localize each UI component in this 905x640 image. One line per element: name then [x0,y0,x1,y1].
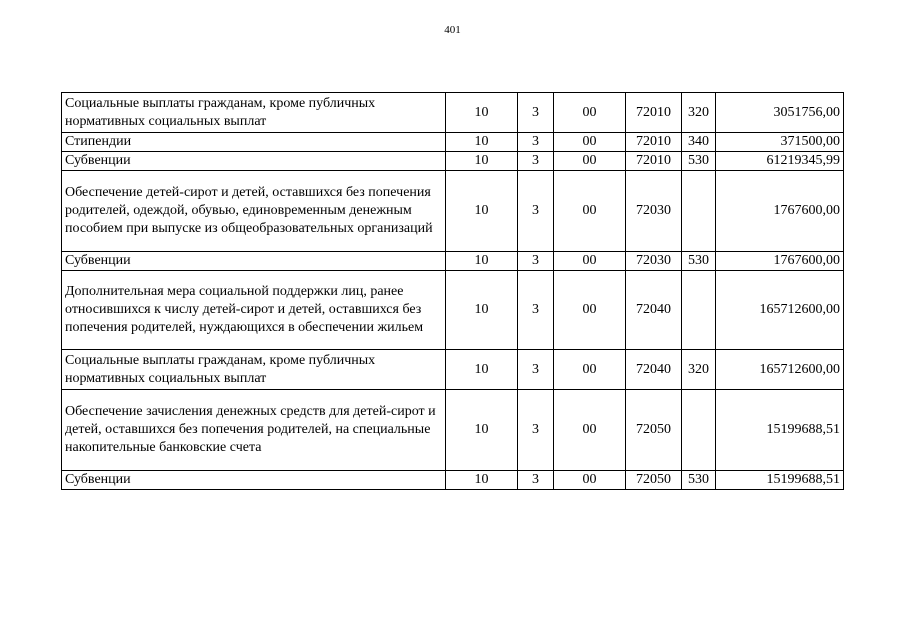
row-sum: 15199688,51 [716,390,844,471]
row-subsection: 3 [518,171,554,252]
table-row [62,171,844,252]
row-article: 72040 [626,350,682,390]
row-subsection: 3 [518,350,554,390]
row-article: 72010 [626,93,682,133]
row-section: 10 [446,390,518,471]
row-article: 72050 [626,390,682,471]
row-sum: 3051756,00 [716,93,844,133]
row-section: 10 [446,252,518,271]
row-sum: 15199688,51 [716,471,844,490]
row-expense-type [682,390,716,471]
row-expense-type: 320 [682,350,716,390]
row-subsection: 3 [518,133,554,152]
row-name: Субвенции [62,471,446,490]
row-expense-type: 320 [682,93,716,133]
row-section: 10 [446,271,518,350]
row-subsection: 3 [518,152,554,171]
table-row [62,252,844,271]
row-section: 10 [446,152,518,171]
table-row [62,133,844,152]
table-row [62,93,844,133]
table-row [62,390,844,471]
row-expense-type [682,171,716,252]
page-number: 401 [444,24,461,36]
table-row [62,471,844,490]
row-name: Субвенции [62,252,446,271]
row-program: 00 [554,471,626,490]
row-program: 00 [554,171,626,252]
row-article: 72010 [626,152,682,171]
row-article: 72030 [626,252,682,271]
row-name: Социальные выплаты гражданам, кроме публичных нормативных социальных выплат [62,350,446,390]
row-expense-type: 530 [682,152,716,171]
row-section: 10 [446,93,518,133]
row-name: Стипендии [62,133,446,152]
row-section: 10 [446,471,518,490]
row-name: Субвенции [62,152,446,171]
row-name: Обеспечение детей-сирот и детей, оставшихся без попечения родителей, одеждой, обувью, единовременным денежным пособием при выпуске из общеобразовательных организаций [62,171,446,252]
row-program: 00 [554,93,626,133]
row-program: 00 [554,350,626,390]
table-row [62,350,844,390]
row-article: 72010 [626,133,682,152]
row-sum: 61219345,99 [716,152,844,171]
row-program: 00 [554,152,626,171]
table-row [62,271,844,350]
row-subsection: 3 [518,471,554,490]
budget-table [61,92,844,490]
row-name: Социальные выплаты гражданам, кроме публичных нормативных социальных выплат [62,93,446,133]
row-section: 10 [446,171,518,252]
row-program: 00 [554,252,626,271]
row-sum: 1767600,00 [716,252,844,271]
table-row [62,152,844,171]
row-sum: 165712600,00 [716,350,844,390]
row-expense-type: 530 [682,471,716,490]
row-name: Дополнительная мера социальной поддержки лиц, ранее относившихся к числу детей-сирот и детей, оставшихся без попечения родителей, нуждающихся в обеспечении жильем [62,271,446,350]
row-section: 10 [446,350,518,390]
row-article: 72040 [626,271,682,350]
row-sum: 371500,00 [716,133,844,152]
row-expense-type: 340 [682,133,716,152]
row-sum: 165712600,00 [716,271,844,350]
row-subsection: 3 [518,252,554,271]
row-article: 72030 [626,171,682,252]
row-subsection: 3 [518,93,554,133]
row-program: 00 [554,271,626,350]
row-section: 10 [446,133,518,152]
row-name: Обеспечение зачисления денежных средств для детей-сирот и детей, оставшихся без попечения родителей, на специальные накопительные банковские счета [62,390,446,471]
row-article: 72050 [626,471,682,490]
row-expense-type: 530 [682,252,716,271]
row-sum: 1767600,00 [716,171,844,252]
row-subsection: 3 [518,271,554,350]
row-program: 00 [554,390,626,471]
row-expense-type [682,271,716,350]
row-program: 00 [554,133,626,152]
row-subsection: 3 [518,390,554,471]
